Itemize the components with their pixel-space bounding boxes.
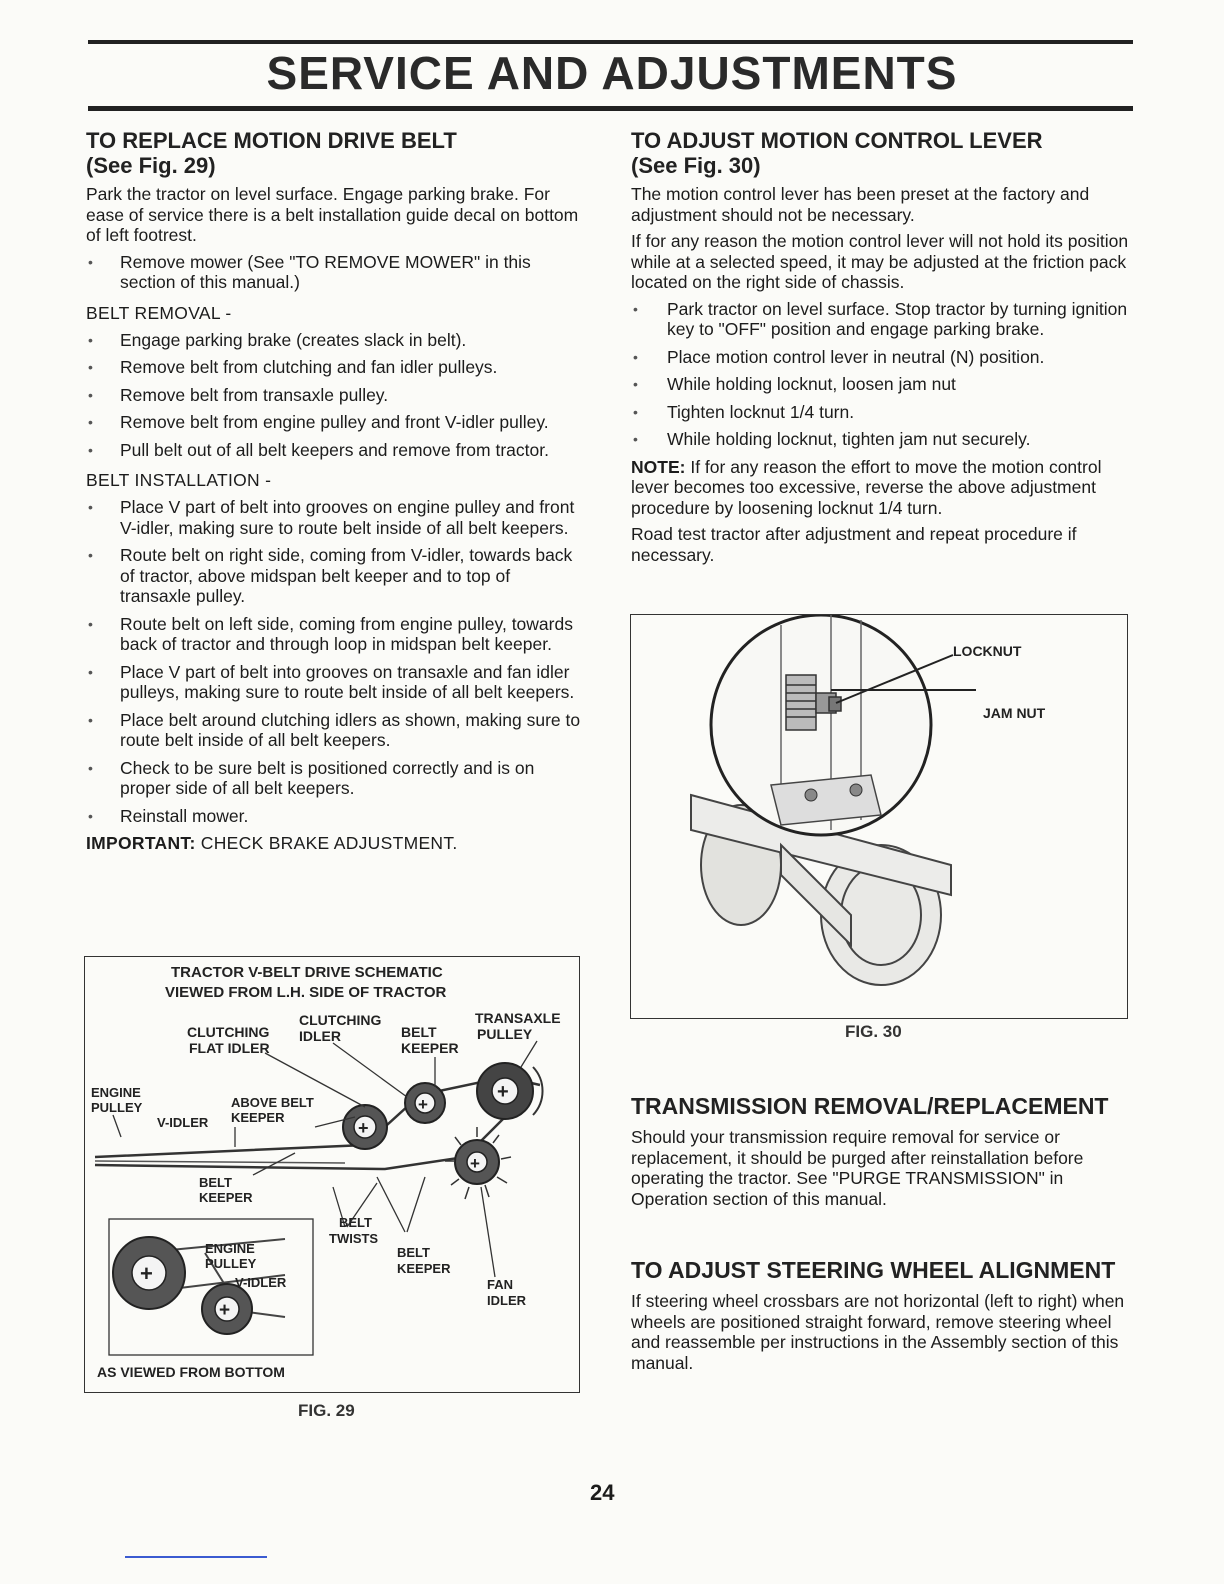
label-belt-twists-1: BELT	[339, 1215, 372, 1230]
fan-idler-pulley	[445, 1127, 511, 1199]
label-belt-keeper-top-2: KEEPER	[401, 1040, 459, 1056]
list-item: • Place belt around clutching idlers as shown, making sure to route belt inside of all belt keepers.	[86, 710, 582, 751]
steering-section	[631, 1258, 1131, 1373]
fig29-title-1: TRACTOR V-BELT DRIVE SCHEMATIC	[171, 964, 443, 981]
label-fan-idler-1: FAN	[487, 1277, 513, 1292]
label-belt-twists-2: TWISTS	[329, 1231, 379, 1246]
lever-heading-line2: (See Fig. 30)	[631, 153, 761, 178]
belt-heading	[86, 128, 582, 178]
lever-p1: The motion control lever has been preset at the factory and adjustment should not be necessary.	[631, 184, 1090, 225]
inset-label-engine-pulley-2: PULLEY	[205, 1256, 257, 1271]
list-item: • While holding locknut, tighten jam nut securely.	[631, 429, 1131, 450]
magnified-detail	[711, 615, 931, 835]
label-locknut: LOCKNUT	[953, 643, 1022, 659]
svg-text:+: +	[418, 1095, 428, 1114]
label-belt-keeper-top-1: BELT	[401, 1024, 437, 1040]
list-item: • Place motion control lever in neutral (N) position.	[631, 347, 1131, 368]
page-number: 24	[590, 1480, 615, 1505]
label-fan-idler-2: IDLER	[487, 1293, 526, 1308]
list-item: • Place V part of belt into grooves on transaxle and fan idler pulleys, making sure to route belt inside of all belt keepers.	[86, 662, 582, 703]
svg-text:+: +	[497, 1081, 509, 1103]
inset-label-engine-pulley-1: ENGINE	[205, 1241, 255, 1256]
top-rule	[88, 40, 1133, 44]
label-clutching-flat-idler-2: FLAT IDLER	[189, 1040, 270, 1056]
list-item: • Reinstall mower.	[86, 806, 582, 827]
label-belt-keeper-mid-2: KEEPER	[199, 1190, 253, 1205]
lever-note	[631, 457, 1131, 519]
belt-heading-line1: TO REPLACE MOTION DRIVE BELT	[86, 128, 457, 153]
fig-29-schematic	[84, 956, 580, 1393]
label-clutching-idler-2: IDLER	[299, 1028, 341, 1044]
svg-text:+: +	[358, 1118, 369, 1138]
transmission-section	[631, 1094, 1131, 1209]
belt-schematic-drawing	[85, 957, 579, 1392]
list-item: • Engage parking brake (creates slack in belt).	[86, 330, 582, 351]
list-item: • Remove mower (See "TO REMOVE MOWER" in this section of this manual.)	[86, 252, 582, 293]
list-item: • Route belt on right side, coming from V-idler, towards back of tractor, above midspan belt keeper and to top of transaxle pulley.	[86, 545, 582, 607]
label-v-idler: V-IDLER	[157, 1115, 209, 1130]
lever-heading	[631, 128, 1131, 178]
belt-installation-label: BELT INSTALLATION -	[86, 470, 272, 490]
left-column	[86, 128, 582, 854]
right-column	[631, 128, 1131, 565]
list-item: • Pull belt out of all belt keepers and remove from tractor.	[86, 440, 582, 461]
clutching-idler-pulley	[405, 1083, 445, 1123]
belt-center-line	[95, 1161, 345, 1163]
label-engine-pulley-1: ENGINE	[91, 1085, 141, 1100]
title-rule	[88, 106, 1133, 111]
transmission-text: Should your transmission require removal for service or replacement, it should be purged after reinstallation before operating the tractor. See "PURGE TRANSMISSION" in Operation section of this manual.	[631, 1127, 1084, 1209]
belt-heading-line2: (See Fig. 29)	[86, 153, 216, 178]
list-item: • Tighten locknut 1/4 turn.	[631, 402, 1131, 423]
label-clutching-idler-1: CLUTCHING	[299, 1012, 382, 1028]
inset-label-v-idler: V-IDLER	[235, 1275, 287, 1290]
label-above-belt-keeper-1: ABOVE BELT	[231, 1095, 314, 1110]
list-item: • Route belt on left side, coming from engine pulley, towards back of tractor and through loop in midspan belt keeper.	[86, 614, 582, 655]
svg-text:+: +	[219, 1300, 231, 1321]
list-item: • Remove belt from clutching and fan idler pulleys.	[86, 357, 582, 378]
footer-underline	[125, 1556, 267, 1558]
label-as-viewed-from-bottom: AS VIEWED FROM BOTTOM	[97, 1364, 285, 1380]
important-note	[86, 833, 582, 854]
clutching-flat-idler-pulley	[343, 1105, 387, 1149]
page-title: SERVICE AND ADJUSTMENTS	[266, 47, 958, 99]
lever-heading-line1: TO ADJUST MOTION CONTROL LEVER	[631, 128, 1043, 153]
fig-30-illustration	[630, 614, 1128, 1019]
list-item: • Place V part of belt into grooves on engine pulley and front V-idler, making sure to route belt inside of all belt keepers.	[86, 497, 582, 538]
fig-29-caption: FIG. 29	[298, 1401, 355, 1420]
list-item: • Remove belt from transaxle pulley.	[86, 385, 582, 406]
list-item: • Remove belt from engine pulley and front V-idler pulley.	[86, 412, 582, 433]
label-transaxle-2: PULLEY	[477, 1026, 533, 1042]
lever-p3: Road test tractor after adjustment and repeat procedure if necessary.	[631, 524, 1077, 565]
fig-30-caption: FIG. 30	[845, 1022, 902, 1041]
removal-list	[86, 330, 582, 461]
lever-steps	[631, 299, 1131, 450]
svg-text:+: +	[470, 1154, 480, 1173]
label-belt-keeper-low-1: BELT	[397, 1245, 430, 1260]
label-clutching-flat-idler-1: CLUTCHING	[187, 1024, 270, 1040]
label-belt-keeper-mid-1: BELT	[199, 1175, 232, 1190]
fig29-title-2: VIEWED FROM L.H. SIDE OF TRACTOR	[165, 984, 447, 1001]
friction-pack-drawing	[631, 615, 1127, 1018]
important-label: IMPORTANT:	[86, 833, 196, 853]
label-engine-pulley-2: PULLEY	[91, 1100, 143, 1115]
label-above-belt-keeper-2: KEEPER	[231, 1110, 285, 1125]
list-item: • Park tractor on level surface. Stop tractor by turning ignition key to "OFF" position and engage parking brake.	[631, 299, 1131, 340]
bottom-view-inset	[109, 1219, 313, 1355]
label-jam-nut: JAM NUT	[983, 705, 1046, 721]
label-transaxle-1: TRANSAXLE	[475, 1010, 561, 1026]
label-belt-keeper-low-2: KEEPER	[397, 1261, 451, 1276]
list-item: • Check to be sure belt is positioned correctly and is on proper side of all belt keepers.	[86, 758, 582, 799]
list-item: • While holding locknut, loosen jam nut	[631, 374, 1131, 395]
steering-text: If steering wheel crossbars are not horizontal (left to right) when wheels are positioned straight forward, remove steering wheel and reassemble per instructions in the Assembly section of this manual.	[631, 1291, 1125, 1373]
note-text: If for any reason the effort to move the motion control lever becomes too excessive, reverse the above adjustment procedure by loosening locknut 1/4 turn.	[631, 456, 1102, 518]
important-text: CHECK BRAKE ADJUSTMENT.	[200, 833, 458, 853]
belt-intro: Park the tractor on level surface. Engage parking brake. For ease of service there is a belt installation guide decal on bottom of left footrest.	[86, 184, 579, 245]
svg-text:+: +	[140, 1261, 153, 1286]
pre-list	[86, 252, 582, 293]
note-label: NOTE:	[631, 456, 686, 477]
transaxle-pulley	[477, 1063, 543, 1119]
lever-p2: If for any reason the motion control lever will not hold its position while at a selected speed, it may be adjusted at the friction pack located on the right side of chassis.	[631, 231, 1129, 292]
install-list	[86, 497, 582, 826]
steering-heading: TO ADJUST STEERING WHEEL ALIGNMENT	[631, 1257, 1116, 1283]
transmission-heading: TRANSMISSION REMOVAL/REPLACEMENT	[631, 1093, 1109, 1119]
belt-removal-label: BELT REMOVAL -	[86, 302, 232, 323]
